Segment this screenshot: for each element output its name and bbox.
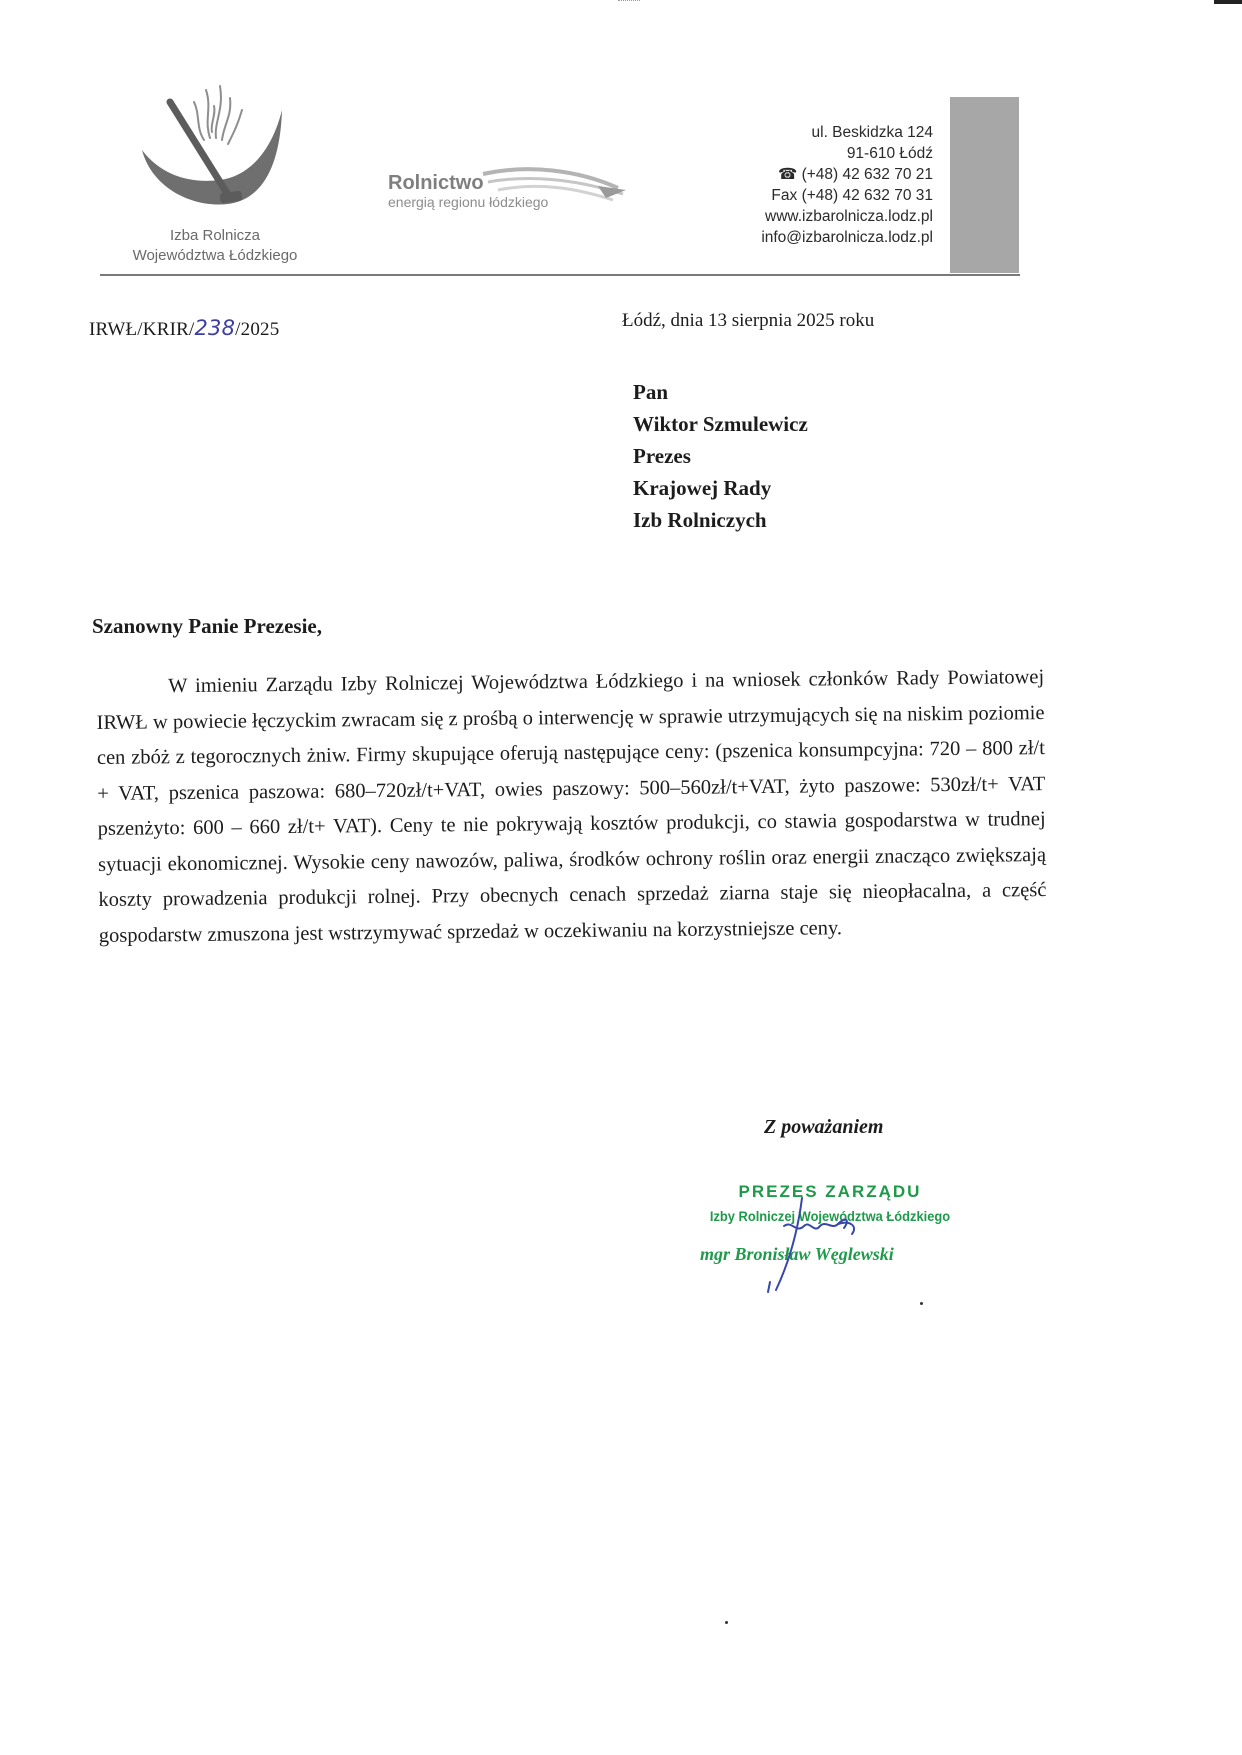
scan-speck (920, 1302, 923, 1305)
reference-handwritten-number: 238 (194, 316, 236, 340)
contact-street: ul. Beskidzka 124 (811, 124, 933, 141)
salutation: Szanowny Panie Prezesie, (92, 614, 322, 638)
fax-label: Fax (771, 187, 798, 204)
contact-fax-line (680, 185, 933, 206)
reference-number (89, 316, 279, 341)
header-divider (100, 274, 1020, 276)
recipient-block (633, 376, 808, 536)
org-name-line2: Województwa Łódzkiego (132, 247, 298, 264)
recipient-line2: Wiktor Szmulewicz (633, 412, 808, 436)
sickle-and-flame-emblem-icon (132, 80, 292, 220)
phone-icon: ☎ (777, 166, 798, 183)
logo-tagline: energią regionu łódzkiego (388, 194, 549, 210)
recipient-line1: Pan (633, 380, 669, 404)
contact-phone: (+48) 42 632 70 21 (801, 166, 933, 183)
scan-dots (618, 0, 640, 4)
recipient-line5: Izb Rolniczych (633, 508, 767, 532)
logo-title: Rolnictwo (388, 172, 484, 194)
recipient-line4: Krajowej Rady (633, 476, 772, 500)
organization-name (100, 226, 330, 266)
scan-speck (725, 1621, 728, 1624)
contact-phone-line (680, 164, 933, 185)
contact-city: 91-610 Łódź (846, 145, 933, 162)
letterhead-gray-block (950, 97, 1019, 273)
stamp-title: PREZES ZARZĄDU (738, 1182, 922, 1201)
reference-prefix: IRWŁ/KRIR/ (89, 319, 195, 340)
stamp-name: mgr Bronisław Węglewski (700, 1244, 894, 1264)
date-line: Łódź, dnia 13 sierpnia 2025 roku (622, 310, 875, 331)
closing: Z poważaniem (764, 1116, 884, 1138)
org-name-line1: Izba Rolnicza (169, 227, 261, 244)
contact-email: info@izbarolnicza.lodz.pl (761, 229, 933, 246)
reference-suffix: /2025 (235, 319, 280, 340)
contact-website: www.izbarolnicza.lodz.pl (765, 208, 933, 225)
stamp-organization: Izby Rolniczej Województwa Łódzkiego (709, 1208, 951, 1224)
letter-body: W imieniu Zarządu Izby Rolniczej Województwa Łódzkiego i na wniosek członków Rady Powiatowej IRWŁ w powiecie łęczyckim zwracam się z prośbą o interwencję w sprawie utrzymujących się na niskim poziomie cen zbóż z tegorocznych żniw. Firmy skupujące oferują następujące ceny: (pszenica konsumpcyjna: 720 – 800 zł/t + VAT, pszenica paszowa: 680–720zł/t+VAT, owies paszowy: 500–560zł/t+VAT, żyto paszowe: 530zł/t+ VAT pszenżyto: 600 – 660 zł/t+ VAT). Ceny te nie pokrywają kosztów produkcji, co stawia gospodarstwa w trudnej sytuacji ekonomicznej. Wysokie ceny nawozów, paliwa, środków ochrony roślin oraz energii znacząco zwiększają koszty prowadzenia produkcji rolnej. Przy obecnych cenach sprzedaż ziarna staje się nieopłacalna, a część gospodarstw zmuszona jest wstrzymywać sprzedaż w oczekiwaniu na korzystniejsze ceny. (96, 666, 1047, 947)
recipient-line3: Prezes (633, 444, 691, 468)
contact-block (680, 122, 933, 248)
swoosh-logo-icon (478, 160, 628, 210)
handwritten-signature (740, 1190, 880, 1300)
scan-edge-mark (1214, 0, 1242, 4)
contact-fax: (+48) 42 632 70 31 (801, 187, 933, 204)
